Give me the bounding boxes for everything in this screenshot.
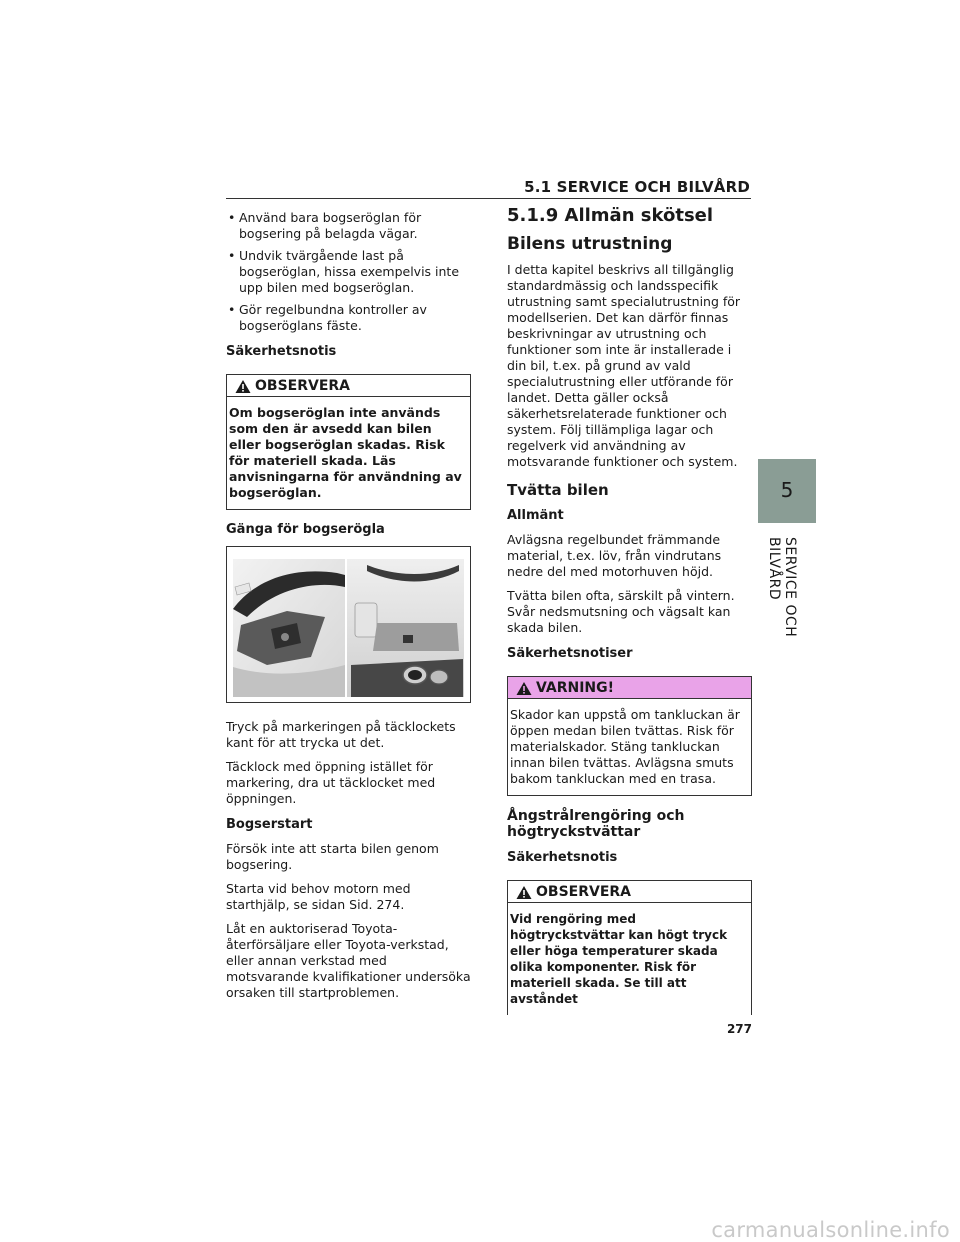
notice-text: Om bogseröglan inte används som den är avsedd kan bilen eller bogseröglan skadas. Risk för materiell skada. Läs anvisningarna för användning av bogseröglan.: [229, 405, 462, 500]
list-item: • Använd bara bogseröglan för bogsering på belagda vägar.: [226, 210, 471, 242]
thread-heading: Gänga för bogserögla: [226, 522, 385, 537]
warning-box: [507, 676, 752, 796]
notice-header: [227, 375, 470, 397]
list-item: • Gör regelbundna kontroller av bogseröglans fäste.: [226, 302, 471, 334]
towing-eye-bullets: [226, 210, 471, 334]
steam-cleaning-heading: Ångstrålrengöring och högtryckstvättar: [507, 808, 685, 840]
chapter-tab-number: 5: [780, 478, 794, 502]
chapter-tab-label: SERVICE OCH BILVÅRD: [766, 537, 798, 638]
paragraph: Avlägsna regelbundet främmande material, t.ex. löv, från vindrutans nedre del med motorhuven höjd.: [507, 532, 722, 579]
chapter-heading: 5.1.9 Allmän skötsel: [507, 205, 714, 226]
warning-header: [508, 677, 751, 699]
paragraph: Tvätta bilen ofta, särskilt på vintern. Svår nedsmutsning och vägsalt kan skada bilen.: [507, 588, 735, 635]
car-bumper-image: [227, 547, 470, 702]
warning-triangle-icon: [516, 885, 532, 900]
left-column: [226, 210, 471, 1009]
equipment-heading: Bilens utrustning: [507, 234, 673, 254]
safety-notice-heading: Säkerhetsnotis: [226, 344, 337, 359]
warning-text: Skador kan uppstå om tankluckan är öppen medan bilen tvättas. Risk för materialskador. Stäng tankluckan innan bilen tvättas. Avlägsna smuts bakom tankluckan med en trasa.: [510, 707, 740, 786]
paragraph: Försök inte att starta bilen genom bogsering.: [226, 841, 439, 872]
right-column: [507, 205, 752, 1027]
paragraph: I detta kapitel beskrivs all tillgänglig standardmässig och landsspecifik utrustning samt specialutrustning för modellserien. Det kan därför finnas beskrivningar av utrustning och funktioner som inte är installerade i din bil, t.ex. på grund av vald specialutrustning eller utförande för landet. Detta gäller också säkerhetsrelaterade funktioner och system. Följ tillämpliga lagar och regelverk vid användning av motsvarande funktioner och system.: [507, 262, 741, 469]
notice-box: [226, 374, 471, 510]
header-divider: [226, 198, 751, 199]
towing-eye-cover-illustration: [226, 546, 471, 703]
jump-start-heading: Bogserstart: [226, 817, 313, 832]
warning-triangle-icon: [235, 379, 251, 394]
page-number: 277: [726, 1022, 752, 1036]
notice-header: [508, 881, 751, 903]
general-heading: Allmänt: [507, 508, 564, 523]
safety-notice-heading-2: Säkerhetsnotis: [507, 850, 618, 865]
paragraph: Tryck på markeringen på täcklockets kant för att trycka ut det.: [226, 719, 456, 750]
paragraph: Låt en auktoriserad Toyota-återförsäljare eller Toyota-verkstad, eller annan verkstad med motsvarande kvalifikationer undersöka orsaken till startproblemen.: [226, 921, 471, 1000]
notice-text: Vid rengöring med högtryckstvättar kan högt tryck eller höga temperaturer skada olika komponenter. Risk för materiell skada. Se till att avståndet: [510, 912, 728, 1006]
section-header-title: 5.1 SERVICE OCH BILVÅRD: [524, 178, 750, 196]
warning-triangle-icon: [516, 681, 532, 696]
notice-title: OBSERVERA: [536, 884, 632, 900]
safety-notices-heading: Säkerhetsnotiser: [507, 646, 633, 661]
notice-box-2: [507, 880, 752, 1015]
warning-title: VARNING!: [536, 680, 615, 696]
paragraph: Täcklock med öppning istället för markering, dra ut täcklocket med öppningen.: [226, 759, 436, 806]
list-item: • Undvik tvärgående last på bogseröglan, hissa exempelvis inte upp bilen med bogseröglan.: [226, 248, 471, 296]
watermark: carmanualsonline.info: [711, 1218, 950, 1242]
notice-title: OBSERVERA: [255, 378, 351, 394]
paragraph: Starta vid behov motorn med starthjälp, se sidan Sid. 274.: [226, 881, 411, 912]
wash-heading: Tvätta bilen: [507, 481, 609, 499]
